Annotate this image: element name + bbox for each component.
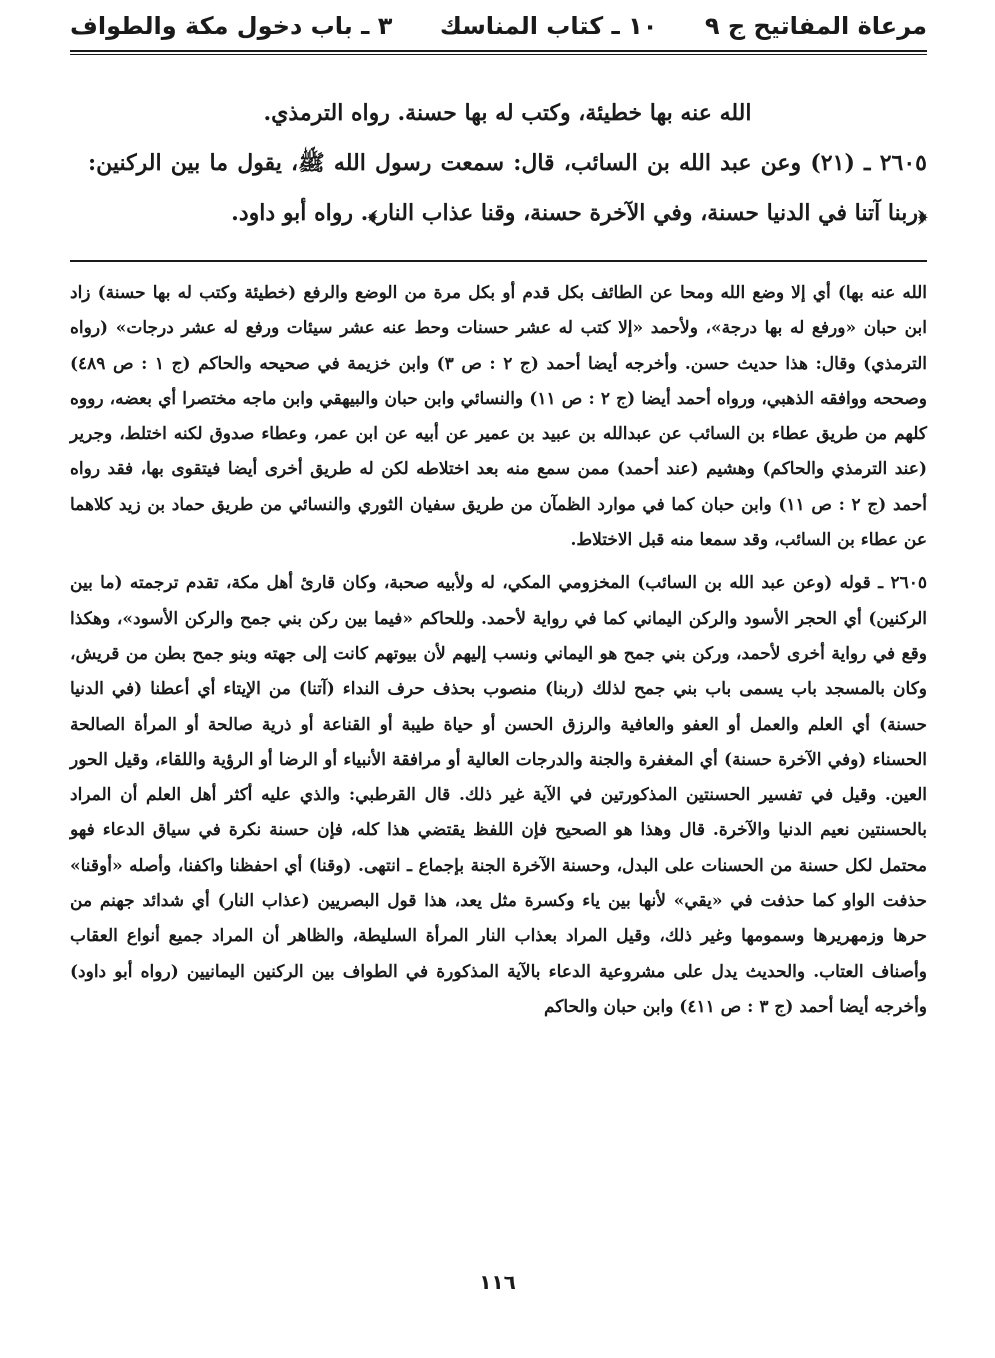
hadith-continuation: الله عنه بها خطيئة، وكتب له بها حسنة. رواه الترمذي. <box>263 100 752 126</box>
hadith-text-block <box>88 88 927 238</box>
header-rule-thin <box>70 54 927 55</box>
commentary-paragraph-2: ٢٦٠٥ ـ قوله (وعن عبد الله بن السائب) المخزومي المكي، له ولأبيه صحبة، وكان قارئ أهل مكة، تقدم ترجمته (ما بين الركنين) أي الحجر الأسود والركن اليماني كما في رواية لأحمد. وللحاكم «فيما بين ركن بني جمح والركن الأسود»، وهكذا وقع في رواية أخرى لأحمد، وركن بني جمح هو اليماني ونسب إليهم لأن بيوتهم كانت إلى جهته وبنو جمح بطن من قريش، وكان بالمسجد باب يسمى باب بني جمح لذلك (ربنا) منصوب بحذف حرف النداء (آتنا) من الإيتاء أي أعطنا (في الدنيا حسنة) أي العلم والعمل أو العفو والعافية والرزق الحسن أو حياة طيبة أو القناعة أو ذرية صالحة أو المرأة الصالحة الحسناء (وفي الآخرة حسنة) أي المغفرة والجنة والدرجات العالية أو مرافقة الأنبياء أو الرضا أو الرؤية واللقاء، وقيل الحور العين. وقيل في تفسير الحسنتين المذكورتين في الآية غير ذلك. قال القرطبي: والذي عليه أكثر أهل العلم أن المراد بالحسنتين نعيم الدنيا والآخرة. قال وهذا هو الصحيح فإن اللفظ يقتضي هذا كله، فإن حسنة نكرة في سياق الدعاء فهو محتمل لكل حسنة من الحسنات على البدل، وحسنة الآخرة الجنة بإجماع ـ انتهى. (وقنا) أي احفظنا واكفنا، وأصله «أوقنا» حذفت الواو كما حذفت في «يقي» لأنها بين ياء وكسرة مثل يعد، هذا قول البصريين (عذاب النار) أي شدائد جهنم من حرها وزمهريرها وسمومها وغير ذلك، وقيل المراد بعذاب النار المرأة السليطة، والظاهر أن المراد جميع أنواع العقاب وأصناف العتاب. والحديث يدل على مشروعية الدعاء بالآية المذكورة في الطواف بين الركنين اليمانيين (رواه أبو داود) وأخرجه أيضا أحمد (ج ٣ : ص ٤١١) وابن حبان والحاكم <box>70 573 927 1017</box>
header-section: ٣ ـ باب دخول مكة والطواف <box>70 12 393 40</box>
header-book-title: مرعاة المفاتيح ج ٩ <box>704 12 927 40</box>
commentary-block <box>70 276 927 1025</box>
header-chapter: ١٠ ـ كتاب المناسك <box>439 12 658 40</box>
footnote-divider <box>70 260 927 262</box>
running-header <box>70 6 927 46</box>
header-rule <box>70 50 927 52</box>
commentary-paragraph-1: الله عنه بها) أي إلا وضع الله ومحا عن الطائف بكل قدم أو بكل مرة من الوضع والرفع (خطيئة وكتب له بها حسنة) زاد ابن حبان «ورفع له بها درجة»، ولأحمد «إلا كتب له عشر حسنات وحط عنه عشر سيئات ورفع له عشر درجات» (رواه الترمذي) وقال: هذا حديث حسن. وأخرجه أيضا أحمد (ج ٢ : ص ٣) وابن خزيمة في صحيحه والحاكم (ج ١ : ص ٤٨٩) وصححه ووافقه الذهبي، ورواه أحمد أيضا (ج ٢ : ص ١١) والنسائي وابن حبان والبيهقي وابن ماجه مختصرا أي بعضه، رووه كلهم من طريق عطاء بن السائب عن عبدالله بن عبيد بن عمير عن أبيه عن ابن عمر، وعطاء صدوق لكنه اختلط، وجرير (عند الترمذي والحاكم) وهشيم (عند أحمد) ممن سمع منه بعد اختلاطه لكن له طريق أخرى أيضا فيتقوى بها، فقد رواه أحمد (ج ٢ : ص ١١) وابن حبان كما في موارد الظمآن من طريق سفيان الثوري والنسائي من طريق حماد بن زيد كلاهما عن عطاء بن السائب، وقد سمعا منه قبل الاختلاط. <box>70 283 927 551</box>
page-number: ١١٦ <box>479 1270 516 1294</box>
hadith-2605: ٢٦٠٥ ـ (٢١) وعن عبد الله بن السائب، قال: سمعت رسول الله ﷺ، يقول ما بين الركنين: ﴿ربنا آتنا في الدنيا حسنة، وفي الآخرة حسنة، وقنا عذاب النار﴾. رواه أبو داود. <box>88 150 927 226</box>
